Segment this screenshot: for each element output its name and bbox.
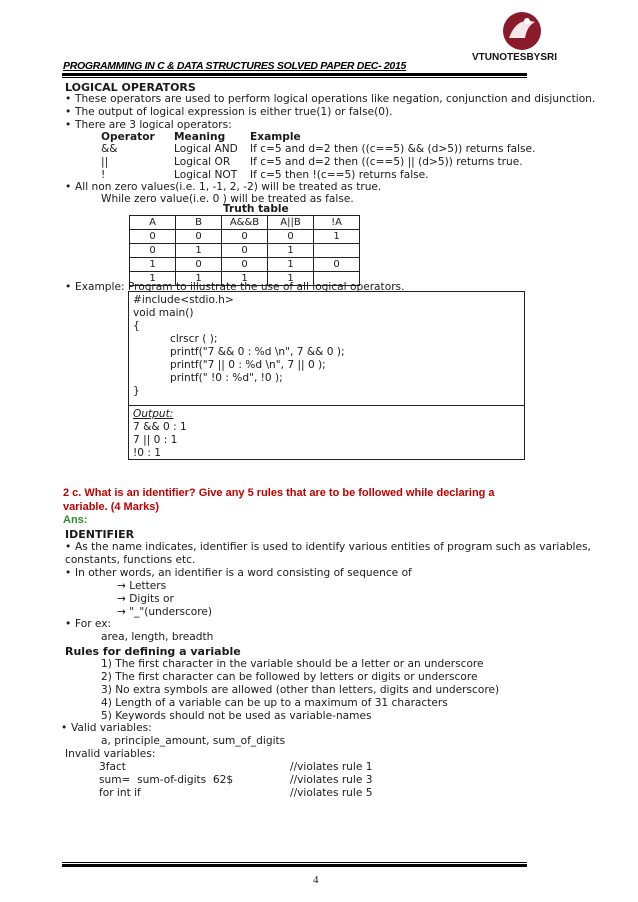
sequence-item: → "_"(underscore): [117, 606, 213, 618]
table-cell: 0: [314, 258, 360, 272]
rule-item: 3) No extra symbols are allowed (other than letters, digits and underscore): [101, 684, 500, 696]
output-line: 7 && 0 : 1: [133, 421, 187, 433]
table-header-cell: A: [130, 216, 176, 230]
table-cell: 1: [222, 272, 268, 286]
operator-meaning: Logical AND: [174, 143, 238, 155]
table-cell: 0: [222, 244, 268, 258]
code-line: printf("7 || 0 : %d \n", 7 || 0 );: [170, 359, 326, 371]
column-header-meaning: Meaning: [174, 131, 226, 143]
code-line: {: [133, 320, 140, 332]
column-header-example: Example: [250, 131, 301, 143]
invalid-var: for int if: [99, 787, 141, 799]
code-line: void main(): [133, 307, 194, 319]
logo-text: VTUNOTESBYSRI: [472, 52, 558, 63]
table-cell: 0: [130, 230, 176, 244]
table-row: [130, 230, 360, 244]
body-text: Invalid variables:: [65, 748, 156, 760]
column-header-operator: Operator: [101, 131, 155, 143]
table-cell: 1: [130, 258, 176, 272]
table-row: [130, 258, 360, 272]
code-line: #include<stdio.h>: [133, 294, 234, 306]
bullet-text: • These operators are used to perform logical operations like negation, conjunction and disjunction.: [75, 93, 595, 106]
header-rule-thin: [62, 77, 527, 78]
rule-item: 5) Keywords should not be used as variable-names: [101, 710, 372, 722]
page-header-title: PROGRAMMING IN C & DATA STRUCTURES SOLVED PAPER DEC- 2015: [63, 60, 407, 72]
body-text: a, principle_amount, sum_of_digits: [101, 735, 286, 747]
body-text: constants, functions etc.: [65, 554, 196, 566]
table-cell: [314, 244, 360, 258]
table-header-cell: B: [176, 216, 222, 230]
body-text: While zero value(i.e. 0 ) will be treated as false.: [101, 193, 354, 205]
bullet-text: • As the name indicates, identifier is used to identify various entities of program such as variables,: [75, 541, 591, 554]
table-header-cell: A||B: [268, 216, 314, 230]
operator-symbol: ||: [101, 156, 109, 168]
operator-example: If c=5 then !(c==5) returns false.: [250, 169, 429, 181]
table-row: [130, 244, 360, 258]
bullet-text: • For ex:: [75, 618, 111, 631]
invalid-var: sum= sum-of-digits 62$: [99, 774, 234, 786]
bullet-text: • Example: Program to illustrate the use of all logical operators.: [75, 281, 404, 294]
rule-item: 1) The first character in the variable should be a letter or an underscore: [101, 658, 484, 670]
question-text-cont: variable. (4 Marks): [63, 501, 159, 513]
output-line: 7 || 0 : 1: [133, 434, 178, 446]
invalid-var-comment: //violates rule 1: [290, 761, 373, 773]
table-cell: 1: [314, 230, 360, 244]
bullet-text: • Valid variables:: [71, 722, 152, 735]
table-cell: 1: [176, 272, 222, 286]
operator-example: If c=5 and d=2 then ((c==5) && (d>5)) returns false.: [250, 143, 536, 155]
table-cell: 1: [130, 272, 176, 286]
bullet-text: • All non zero values(i.e. 1, -1, 2, -2) will be treated as true.: [75, 181, 381, 194]
truth-table: [129, 215, 360, 286]
rule-item: 4) Length of a variable can be up to a maximum of 31 characters: [101, 697, 448, 709]
sequence-item: → Letters: [117, 580, 167, 592]
code-line: }: [133, 385, 140, 397]
answer-label: Ans:: [63, 514, 88, 526]
rule-item: 2) The first character can be followed by letters or digits or underscore: [101, 671, 478, 683]
operator-meaning: Logical NOT: [174, 169, 238, 181]
code-line: clrscr ( );: [170, 333, 218, 345]
invalid-var: 3fact: [99, 761, 126, 773]
table-cell: 0: [176, 258, 222, 272]
operator-symbol: &&: [101, 143, 118, 155]
section-heading-logical: LOGICAL OPERATORS: [65, 81, 196, 94]
invalid-var-comment: //violates rule 5: [290, 787, 373, 799]
footer-rule: [62, 864, 527, 867]
page-number: 4: [313, 874, 319, 886]
header-rule: [62, 73, 527, 76]
table-header-row: [130, 216, 360, 230]
table-cell: 1: [176, 244, 222, 258]
table-cell: 1: [268, 244, 314, 258]
sequence-item: → Digits or: [117, 593, 174, 605]
table-cell: 0: [222, 258, 268, 272]
table-cell: 0: [222, 230, 268, 244]
table-cell: 1: [268, 258, 314, 272]
table-cell: 0: [268, 230, 314, 244]
question-text: 2 c. What is an identifier? Give any 5 rules that are to be followed while declaring a: [63, 487, 495, 499]
code-line: printf("7 && 0 : %d \n", 7 && 0 );: [170, 346, 345, 358]
rules-heading: Rules for defining a variable: [65, 645, 241, 658]
table-header-cell: A&&B: [222, 216, 268, 230]
operator-meaning: Logical OR: [174, 156, 231, 168]
code-output-divider: [128, 405, 525, 406]
bullet-text: • The output of logical expression is either true(1) or false(0).: [75, 106, 392, 119]
bullet-text: • In other words, an identifier is a word consisting of sequence of: [75, 567, 412, 580]
output-line: !0 : 1: [133, 447, 162, 459]
body-text: area, length, breadth: [101, 631, 214, 643]
table-cell: 0: [130, 244, 176, 258]
section-heading-identifier: IDENTIFIER: [65, 528, 135, 541]
logo-emblem: [497, 8, 547, 54]
truth-table-title: Truth table: [223, 203, 289, 215]
operator-example: If c=5 and d=2 then ((c==5) || (d>5)) returns true.: [250, 156, 523, 168]
table-cell: 0: [176, 230, 222, 244]
invalid-var-comment: //violates rule 3: [290, 774, 373, 786]
bullet-text: • There are 3 logical operators:: [75, 119, 232, 132]
table-header-cell: !A: [314, 216, 360, 230]
table-cell: 1: [268, 272, 314, 286]
code-line: printf(" !0 : %d", !0 );: [170, 372, 283, 384]
footer-rule-thin: [62, 862, 527, 863]
operator-symbol: !: [101, 169, 106, 181]
output-label: Output:: [133, 408, 174, 420]
